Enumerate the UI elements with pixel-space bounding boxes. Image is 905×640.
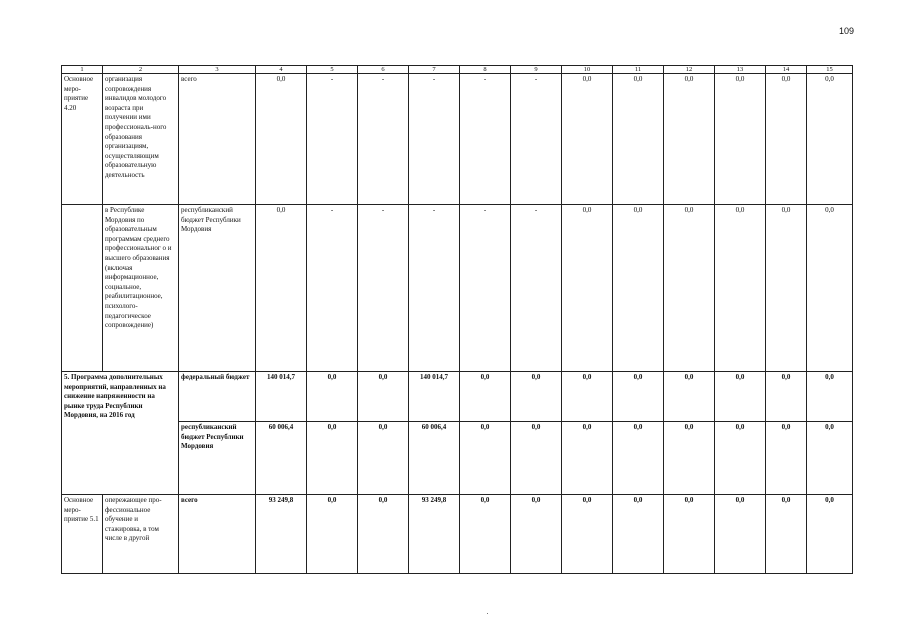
value-cell: - bbox=[358, 74, 409, 205]
measure-code-cell bbox=[62, 205, 103, 372]
table-row bbox=[62, 74, 853, 205]
funding-source-cell: республиканский бюджет Республики Мордовия bbox=[179, 422, 256, 495]
value-cell: 0,0 bbox=[715, 372, 766, 422]
value-cell: 60 006,4 bbox=[409, 422, 460, 495]
value-cell: 0,0 bbox=[562, 372, 613, 422]
column-number-row bbox=[62, 66, 853, 74]
value-cell: 0,0 bbox=[511, 372, 562, 422]
value-cell: 93 249,8 bbox=[409, 495, 460, 574]
header-cell: 5 bbox=[307, 66, 358, 74]
value-cell: 0,0 bbox=[766, 205, 807, 372]
value-cell: 0,0 bbox=[460, 495, 511, 574]
header-cell: 14 bbox=[766, 66, 807, 74]
table-row bbox=[62, 205, 853, 372]
value-cell: - bbox=[460, 74, 511, 205]
value-cell: 93 249,8 bbox=[256, 495, 307, 574]
page-number: 109 bbox=[838, 26, 854, 36]
value-cell: 60 006,4 bbox=[256, 422, 307, 495]
value-cell: 0,0 bbox=[613, 372, 664, 422]
header-cell: 15 bbox=[807, 66, 853, 74]
value-cell: 140 014,7 bbox=[409, 372, 460, 422]
value-cell: 0,0 bbox=[664, 372, 715, 422]
funding-source-cell: всего bbox=[179, 495, 256, 574]
value-cell: 0,0 bbox=[715, 422, 766, 495]
value-cell: 0,0 bbox=[613, 74, 664, 205]
value-cell: - bbox=[511, 74, 562, 205]
value-cell: - bbox=[511, 205, 562, 372]
value-cell: - bbox=[460, 205, 511, 372]
measure-description-cell: в Республике Мордовия по образовательным программам среднего профессиональног о и высшего образования (включая информационное, социальное, реабилитационное, психолого-педагогическое сопровождение) bbox=[103, 205, 179, 372]
value-cell: 0,0 bbox=[664, 495, 715, 574]
value-cell: 0,0 bbox=[664, 74, 715, 205]
value-cell: 0,0 bbox=[715, 74, 766, 205]
value-cell: - bbox=[409, 74, 460, 205]
value-cell: - bbox=[307, 205, 358, 372]
header-cell: 8 bbox=[460, 66, 511, 74]
header-cell: 11 bbox=[613, 66, 664, 74]
header-cell: 7 bbox=[409, 66, 460, 74]
value-cell: 0,0 bbox=[664, 422, 715, 495]
value-cell: 0,0 bbox=[715, 495, 766, 574]
funding-source-cell: федеральный бюджет bbox=[179, 372, 256, 422]
header-cell: 3 bbox=[179, 66, 256, 74]
value-cell: 0,0 bbox=[807, 205, 853, 372]
header-cell: 1 bbox=[62, 66, 103, 74]
value-cell: 0,0 bbox=[307, 495, 358, 574]
value-cell: 0,0 bbox=[562, 422, 613, 495]
value-cell: 0,0 bbox=[307, 422, 358, 495]
program-title-cell: 5. Программа дополнительных мероприятий, направленных на снижение напряженности на рынке труда Республики Мордовия, на 2016 год bbox=[62, 372, 179, 495]
value-cell: 0,0 bbox=[807, 495, 853, 574]
value-cell: - bbox=[358, 205, 409, 372]
value-cell: 0,0 bbox=[460, 422, 511, 495]
value-cell: 0,0 bbox=[766, 422, 807, 495]
value-cell: 0,0 bbox=[256, 205, 307, 372]
value-cell: 0,0 bbox=[307, 372, 358, 422]
header-cell: 2 bbox=[103, 66, 179, 74]
measure-description-cell: опережающее про-фессиональное обучение и стажировка, в том числе в другой bbox=[103, 495, 179, 574]
value-cell: 0,0 bbox=[715, 205, 766, 372]
value-cell: 0,0 bbox=[511, 422, 562, 495]
table-row bbox=[62, 422, 853, 495]
value-cell: 0,0 bbox=[613, 422, 664, 495]
header-cell: 13 bbox=[715, 66, 766, 74]
header-cell: 10 bbox=[562, 66, 613, 74]
funding-source-cell: всего bbox=[179, 74, 256, 205]
header-cell: 12 bbox=[664, 66, 715, 74]
budget-table bbox=[61, 65, 853, 574]
value-cell: 0,0 bbox=[562, 205, 613, 372]
value-cell: 0,0 bbox=[613, 495, 664, 574]
measure-code-cell: Основное меро-приятие 4.20 bbox=[62, 74, 103, 205]
value-cell: - bbox=[409, 205, 460, 372]
value-cell: 0,0 bbox=[511, 495, 562, 574]
value-cell: 0,0 bbox=[766, 372, 807, 422]
value-cell: 140 014,7 bbox=[256, 372, 307, 422]
value-cell: 0,0 bbox=[807, 422, 853, 495]
value-cell: 0,0 bbox=[358, 422, 409, 495]
value-cell: 0,0 bbox=[562, 495, 613, 574]
value-cell: 0,0 bbox=[766, 495, 807, 574]
value-cell: 0,0 bbox=[256, 74, 307, 205]
measure-code-cell: Основное меро-приятие 5.1 bbox=[62, 495, 103, 574]
table-row bbox=[62, 495, 853, 574]
value-cell: 0,0 bbox=[664, 205, 715, 372]
value-cell: 0,0 bbox=[807, 372, 853, 422]
value-cell: 0,0 bbox=[613, 205, 664, 372]
header-cell: 6 bbox=[358, 66, 409, 74]
funding-source-cell: республиканский бюджет Республики Мордовия bbox=[179, 205, 256, 372]
scan-speck bbox=[487, 613, 488, 614]
value-cell: 0,0 bbox=[562, 74, 613, 205]
value-cell: 0,0 bbox=[766, 74, 807, 205]
header-cell: 4 bbox=[256, 66, 307, 74]
measure-description-cell: организация сопровождения инвалидов молодого возраста при получении ими профессиональ-ного образования организациям, осуществляющим образовательную деятельность bbox=[103, 74, 179, 205]
value-cell: 0,0 bbox=[460, 372, 511, 422]
value-cell: 0,0 bbox=[358, 372, 409, 422]
value-cell: 0,0 bbox=[358, 495, 409, 574]
header-cell: 9 bbox=[511, 66, 562, 74]
value-cell: - bbox=[307, 74, 358, 205]
table-row bbox=[62, 372, 853, 422]
value-cell: 0,0 bbox=[807, 74, 853, 205]
